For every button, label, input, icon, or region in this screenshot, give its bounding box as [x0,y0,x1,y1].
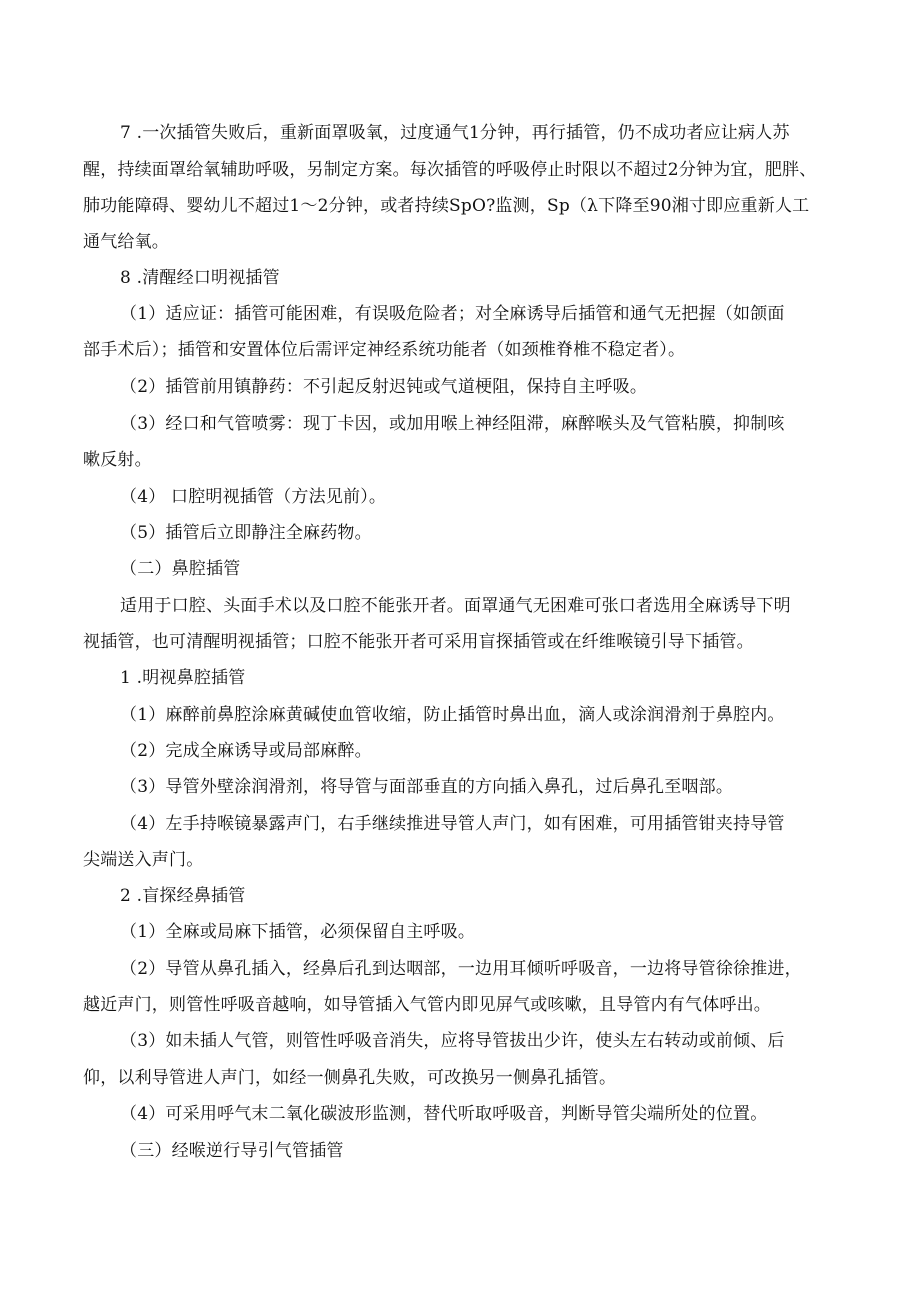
text-line: （5）插管后立即静注全麻药物。 [120,523,372,543]
text-line: （4） 口腔明视插管（方法见前）。 [120,487,387,507]
text-line: 嗽反射。 [83,450,152,470]
text-line: 视插管，也可清醒明视插管；口腔不能张开者可采用盲探插管或在纤维喉镜引导下插管。 [83,632,754,652]
text-line: 尖端送入声门。 [83,850,204,870]
text-line: 通气给氧。 [83,232,169,252]
text-line: 肺功能障碍、婴幼儿不超过1～2分钟，或者持续SpO?监测，Sp（λ下降至90湘寸即应重新人工 [83,196,810,216]
text-line: （4）左手持喉镜暴露声门，右手继续推进导管人声门，如有困难，可用插管钳夹持导管 [120,814,785,834]
section-heading: （二）鼻腔插管 [120,559,241,579]
section-heading: （三）经喉逆行导引气管插管 [120,1141,344,1161]
text-line: 仰，以利导管进人声门，如经一侧鼻孔失败，可改换另一侧鼻孔插管。 [83,1068,617,1088]
text-line: （2）完成全麻诱导或局部麻醉。 [120,741,372,761]
text-line: 部手术后）；插管和安置体位后需评定神经系统功能者（如颈椎脊椎不稳定者）。 [83,340,686,360]
text-line: （4）可采用呼气末二氧化碳波形监测，替代听取呼吸音，判断导管尖端所处的位置。 [120,1104,768,1124]
text-line: （1）麻醉前鼻腔涂麻黄碱使血管收缩，防止插管时鼻出血，滴人或涂润滑剂于鼻腔内。 [120,705,785,725]
text-line: 越近声门，则管性呼吸音越响，如导管插入气管内即见屏气或咳嗽，且导管内有气体呼出。 [83,995,771,1015]
section-heading: 2 .盲探经鼻插管 [120,886,246,906]
section-heading: 1 .明视鼻腔插管 [120,668,246,688]
text-line: （1）适应证：插管可能困难，有误吸危险者；对全麻诱导后插管和通气无把握（如颌面 [120,304,785,324]
section-heading: 8 .清醒经口明视插管 [120,268,280,288]
text-line: （3）如未插人气管，则管性呼吸音消失，应将导管拔出少许，使头左右转动或前倾、后 [120,1031,785,1051]
text-line: （3）导管外壁涂润滑剂，将导管与面部垂直的方向插入鼻孔，过后鼻孔至咽部。 [120,777,734,797]
text-line: 醒，持续面罩给氧辅助呼吸，另制定方案。每次插管的呼吸停止时限以不超过2分钟为宜，肥胖、 [83,160,817,180]
text-line: （2）插管前用镇静药：不引起反射迟钝或气道梗阻，保持自主呼吸。 [120,377,648,397]
text-line: （1）全麻或局麻下插管，必须保留自主呼吸。 [120,922,476,942]
text-line: 适用于口腔、头面手术以及口腔不能张开者。面罩通气无困难可张口者选用全麻诱导下明 [120,596,791,616]
text-line: 7 .一次插管失败后，重新面罩吸氧，过度通气1分钟，再行插管，仍不成功者应让病人苏 [120,123,790,143]
text-line: （2）导管从鼻孔插入，经鼻后孔到达咽部，一边用耳倾听呼吸音，一边将导管徐徐推进， [120,959,802,979]
text-line: （3）经口和气管喷雾：现丁卡因，或加用喉上神经阻滞，麻醉喉头及气管粘膜，抑制咳 [120,414,785,434]
